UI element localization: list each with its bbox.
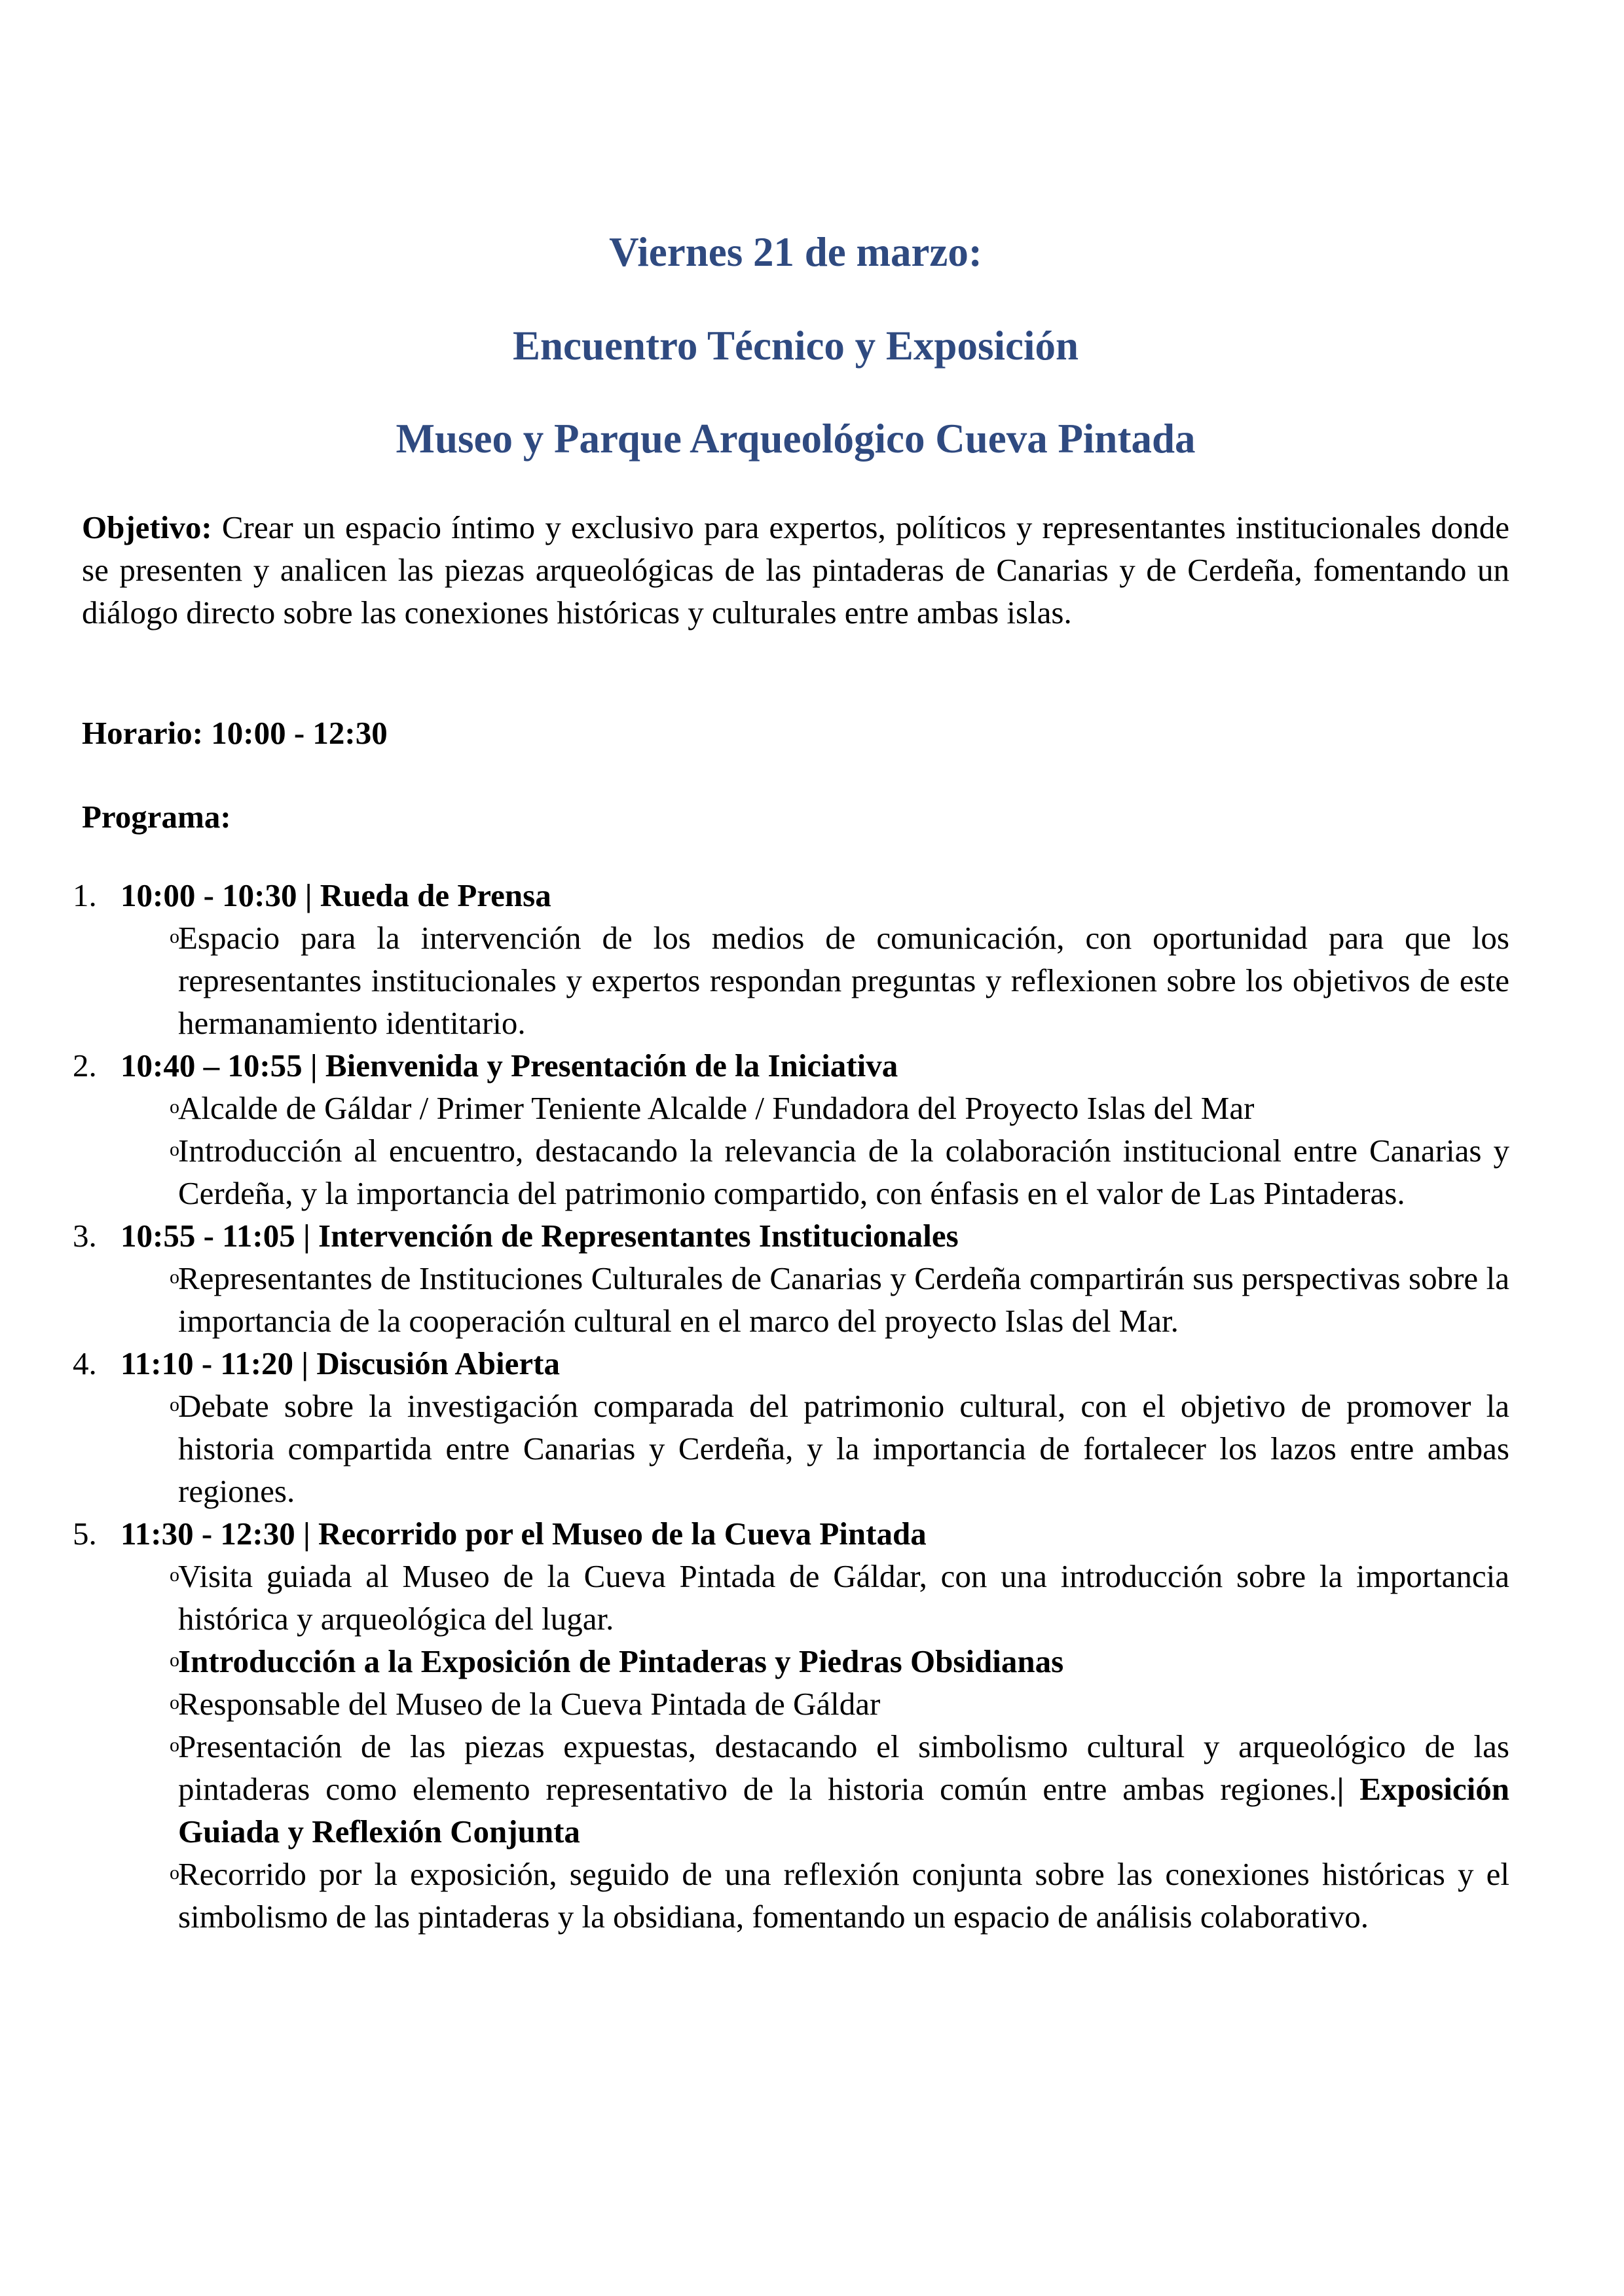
objective-text: Crear un espacio íntimo y exclusivo para expertos, políticos y representantes institucionales donde se presenten y analicen las piezas arqueológicas de las pintaderas de Canarias y de Cerdeña, fomentando un diálogo directo sobre las conexiones históricas y culturales entre ambas islas. (82, 509, 1509, 630)
item-heading: 10:00 - 10:30 | Rueda de Prensa (120, 877, 551, 913)
objective-paragraph (82, 506, 1509, 634)
sub-item (82, 1087, 1509, 1129)
sub-item-text: Debate sobre la investigación comparada del patrimonio cultural, con el objetivo de promover la historia compartida entre Canarias y Cerdeña, y la importancia de fortalecer los lazos entre ambas regiones. (178, 1388, 1509, 1509)
item-number: 2. (73, 1048, 97, 1084)
item-heading: 10:40 – 10:55 | Bienvenida y Presentación de la Iniciativa (120, 1048, 898, 1084)
sub-list (82, 1257, 1509, 1342)
title-event: Encuentro Técnico y Exposición (512, 323, 1079, 369)
sub-item (82, 1257, 1509, 1342)
sub-item (82, 1385, 1509, 1512)
sub-item-text: Visita guiada al Museo de la Cueva Pintada de Gáldar, con una introducción sobre la importancia histórica y arqueológica del lugar. (178, 1558, 1509, 1637)
item-number: 4. (73, 1345, 97, 1381)
sub-list (82, 917, 1509, 1044)
program-item (73, 1044, 1509, 1214)
bullet-icon: o (170, 1649, 179, 1671)
sub-item (82, 1129, 1509, 1214)
sub-item-text: Representantes de Instituciones Culturales de Canarias y Cerdeña compartirán sus perspectivas sobre la importancia de la cooperación cultural en el marco del proyecto Islas del Mar. (178, 1260, 1509, 1339)
sub-item-text: Introducción a la Exposición de Pintaderas y Piedras Obsidianas (178, 1643, 1064, 1679)
item-heading: 11:10 - 11:20 | Discusión Abierta (120, 1345, 560, 1381)
objective-label: Objetivo: (82, 509, 212, 545)
item-number: 3. (73, 1218, 97, 1254)
sub-list (82, 1555, 1509, 1938)
item-heading: 10:55 - 11:05 | Intervención de Representantes Institucionales (120, 1218, 959, 1254)
bullet-icon: o (170, 1692, 179, 1713)
sub-item-text: Espacio para la intervención de los medios de comunicación, con oportunidad para que los representantes institucionales y expertos respondan preguntas y reflexionen sobre los objetivos de este hermanamiento identitario. (178, 920, 1509, 1041)
sub-item (82, 1853, 1509, 1938)
sub-item (82, 917, 1509, 1044)
bullet-icon: o (170, 1096, 179, 1118)
sub-item-text: Responsable del Museo de la Cueva Pintada de Gáldar (178, 1686, 881, 1722)
bullet-icon: o (170, 1266, 179, 1288)
sub-list (82, 1087, 1509, 1214)
program-item (73, 1214, 1509, 1342)
program-item (73, 1342, 1509, 1512)
inline-bold-heading: | Exposición Guiada y Reflexión Conjunta (178, 1771, 1509, 1850)
sub-item (82, 1683, 1509, 1725)
sub-item-text-wrap (178, 1725, 1509, 1853)
bullet-icon: o (170, 1139, 179, 1160)
program-heading: Programa: (82, 799, 231, 835)
bullet-icon: o (170, 1862, 179, 1884)
item-number: 5. (73, 1516, 97, 1552)
sub-item (82, 1640, 1509, 1683)
item-heading: 11:30 - 12:30 | Recorrido por el Museo de la Cueva Pintada (120, 1516, 927, 1552)
program-item (73, 1512, 1509, 1938)
title-date: Viernes 21 de marzo: (609, 229, 982, 275)
sub-item (82, 1555, 1509, 1640)
sub-item-text: Alcalde de Gáldar / Primer Teniente Alcalde / Fundadora del Proyecto Islas del Mar (178, 1090, 1255, 1126)
schedule-line: Horario: 10:00 - 12:30 (82, 715, 388, 751)
sub-item-text: Introducción al encuentro, destacando la relevancia de la colaboración institucional entre Canarias y Cerdeña, y la importancia del patrimonio compartido, con énfasis en el valor de Las Pintaderas. (178, 1133, 1509, 1211)
program-item (73, 874, 1509, 1044)
sub-item-text: Presentación de las piezas expuestas, destacando el simbolismo cultural y arqueológico de las pintaderas como elemento representativo de la historia común entre ambas regiones. (178, 1728, 1509, 1807)
bullet-icon: o (170, 1734, 179, 1756)
sub-list (82, 1385, 1509, 1512)
title-venue: Museo y Parque Arqueológico Cueva Pintada (396, 416, 1196, 462)
program-list (73, 874, 1509, 1938)
sub-item-text: Recorrido por la exposición, seguido de una reflexión conjunta sobre las conexiones históricas y el simbolismo de las pintaderas y la obsidiana, fomentando un espacio de análisis colaborativo. (178, 1856, 1509, 1935)
item-number: 1. (73, 877, 97, 913)
bullet-icon: o (170, 1394, 179, 1415)
bullet-icon: o (170, 1564, 179, 1586)
sub-item (82, 1725, 1509, 1853)
bullet-icon: o (170, 926, 179, 947)
